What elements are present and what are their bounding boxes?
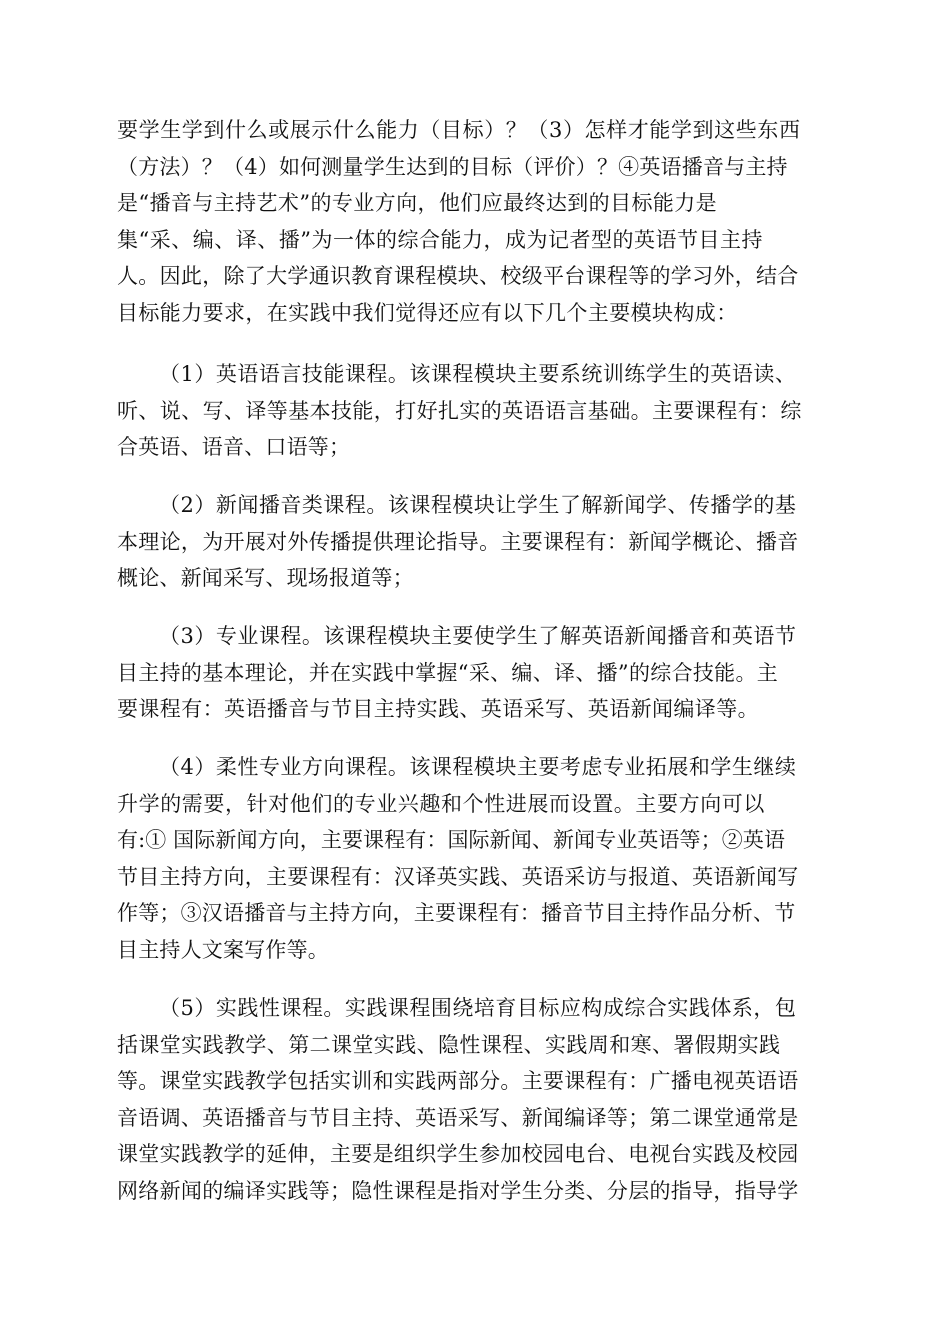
text-line: 本理论，为开展对外传播提供理论指导。主要课程有：新闻学概论、播音 xyxy=(117,529,799,554)
text-line: 听、说、写、译等基本技能，打好扎实的英语语言基础。主要课程有：综 xyxy=(117,398,802,423)
paragraph-intro-continuation xyxy=(117,112,837,331)
text-line: （2）新闻播音类课程。该课程模块让学生了解新闻学、传播学的基 xyxy=(159,493,797,517)
text-line: 要课程有：英语播音与节目主持实践、英语采写、英语新闻编译等。 xyxy=(117,697,759,721)
text-line: （1）英语语言技能课程。该课程模块主要系统训练学生的英语读、 xyxy=(159,362,797,386)
paragraph-module-3 xyxy=(117,618,837,728)
text-line: 作等；③汉语播音与主持方向，主要课程有：播音节目主持作品分析、节 xyxy=(117,901,796,925)
text-line: 升学的需要，针对他们的专业兴趣和个性进展而设置。主要方向可以 xyxy=(117,791,765,816)
text-line: （3）专业课程。该课程模块主要使学生了解英语新闻播音和英语节 xyxy=(159,624,797,648)
paragraph-module-5 xyxy=(117,990,837,1209)
text-line: 目主持的基本理论，并在实践中掌握“采、编、译、播”的综合技能。主 xyxy=(117,660,779,685)
text-line: 括课堂实践教学、第二课堂实践、隐性课程、实践周和寒、署假期实践 xyxy=(117,1032,781,1057)
text-line: （5）实践性课程。实践课程围绕培育目标应构成综合实践体系，包 xyxy=(159,996,797,1020)
text-line: 等。课堂实践教学包括实训和实践两部分。主要课程有：广播电视英语语 xyxy=(117,1069,799,1093)
text-line: 音语调、英语播音与节目主持、英语采写、新闻编译等；第二课堂通常是 xyxy=(117,1105,799,1130)
text-line: （4）柔性专业方向课程。该课程模块主要考虑专业拓展和学生继续 xyxy=(159,755,797,779)
text-line: 要学生学到什么或展示什么能力（目标）？（3）怎样才能学到这些东西 xyxy=(117,118,801,142)
text-line: 集“采、编、译、播”为一体的综合能力，成为记者型的英语节目主持 xyxy=(117,227,763,252)
text-line: 目主持人文案写作等。 xyxy=(117,937,329,962)
text-line: 目标能力要求，在实践中我们觉得还应有以下几个主要模块构成： xyxy=(117,300,738,325)
paragraph-module-1 xyxy=(117,356,837,466)
text-line: 网络新闻的编译实践等；隐性课程是指对学生分类、分层的指导，指导学 xyxy=(117,1178,799,1203)
text-line: 人。因此，除了大学通识教育课程模块、校级平台课程等的学习外，结合 xyxy=(117,264,799,288)
paragraph-module-4 xyxy=(117,749,837,968)
text-line: （方法）？（4）如何测量学生达到的目标（评价）？④英语播音与主持 xyxy=(117,154,788,179)
text-line: 合英语、语音、口语等； xyxy=(117,435,351,459)
text-line: 有:① 国际新闻方向，主要课程有：国际新闻、新闻专业英语等；②英语 xyxy=(117,828,786,852)
text-line: 节目主持方向，主要课程有：汉译英实践、英语采访与报道、英语新闻写 xyxy=(117,864,799,889)
text-line: 是“播音与主持艺术”的专业方向，他们应最终达到的目标能力是 xyxy=(117,191,718,215)
text-line: 概论、新闻采写、现场报道等； xyxy=(117,566,414,590)
text-line: 课堂实践教学的延伸，主要是组织学生参加校园电台、电视台实践及校园 xyxy=(117,1142,799,1166)
paragraph-module-2 xyxy=(117,487,837,597)
